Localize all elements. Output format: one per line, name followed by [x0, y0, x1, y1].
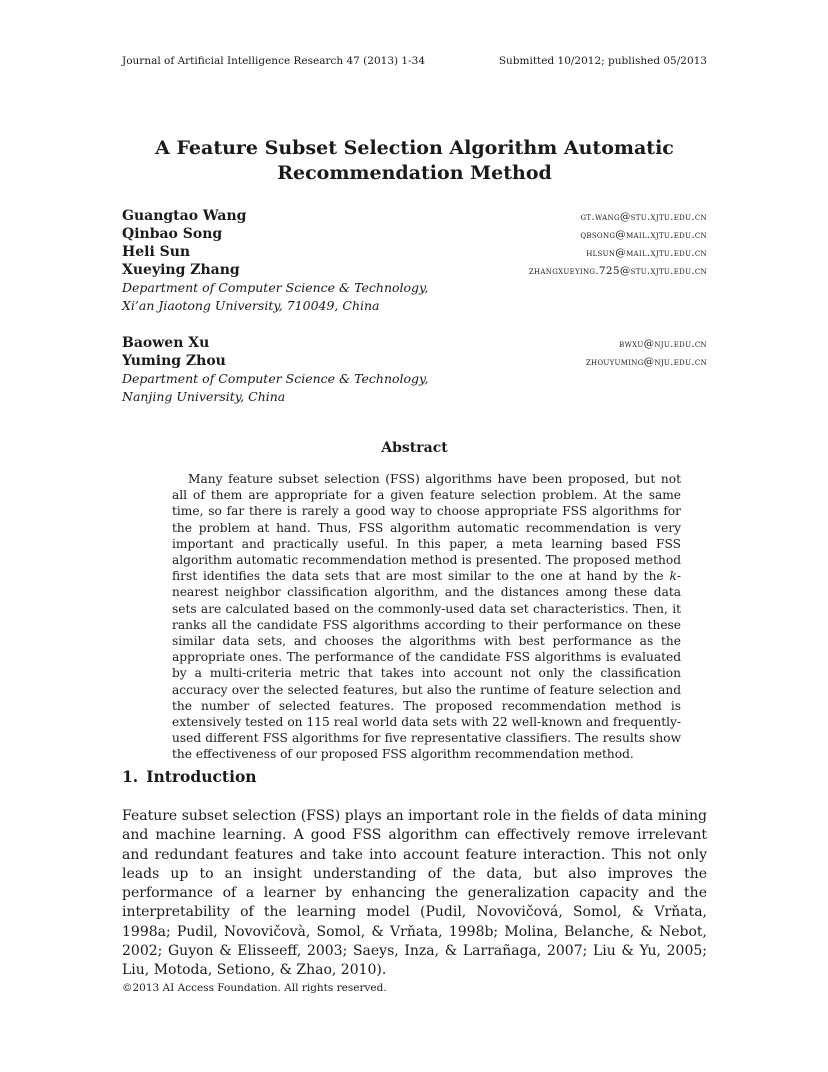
section-heading-introduction — [122, 767, 257, 786]
affiliation-department: Department of Computer Science & Technology, — [122, 280, 429, 295]
affiliation-university: Nanjing University, China — [122, 389, 286, 404]
author-name: Xueying Zhang — [122, 262, 240, 278]
abstract-k-symbol: k — [669, 569, 677, 584]
author-email: gt.wang@stu.xjtu.edu.cn — [580, 211, 707, 223]
author-row — [122, 261, 707, 279]
author-email: zhouyuming@nju.edu.cn — [585, 356, 707, 368]
author-row — [122, 352, 707, 370]
title-line-1: A Feature Subset Selection Algorithm Automatic — [155, 137, 674, 159]
title-line-2: Recommendation Method — [277, 162, 552, 184]
running-header — [122, 55, 707, 67]
submission-dates: Submitted 10/2012; published 05/2013 — [498, 55, 707, 67]
author-email: hlsun@mail.xjtu.edu.cn — [586, 247, 707, 259]
author-block-xjtu — [122, 207, 707, 315]
author-name: Qinbao Song — [122, 226, 223, 242]
author-row — [122, 243, 707, 261]
affiliation-university: Xi’an Jiaotong University, 710049, China — [122, 298, 380, 313]
author-name: Yuming Zhou — [122, 353, 226, 369]
journal-citation: Journal of Artificial Intelligence Research 47 (2013) 1-34 — [122, 55, 426, 67]
abstract-text-part-2: -nearest neighbor classification algorithm, and the distances among these data sets are calculated based on the commonly-used data set characteristics. Then, it ranks all the candidate FSS algorithms according to their performance on these similar data sets, and chooses the algorithms with best performance as the appropriate ones. The performance of the candidate FSS algorithms is evaluated by a multi-criteria metric that takes into account not only the classification accuracy over the selected features, but also the runtime of feature selection and the number of selected features. The proposed recommendation method is extensively tested on 115 real world data sets with 22 well-known and frequently-used different FSS algorithms for five representative classifiers. The results show the effectiveness of our proposed FSS algorithm recommendation method. — [172, 569, 681, 762]
author-block-nju — [122, 334, 707, 406]
abstract-text-part-1: Many feature subset selection (FSS) algorithms have been proposed, but not all of them are appropriate for a given feature selection problem. At the same time, so far there is rarely a good way to choose appropriate FSS algorithms for the problem at hand. Thus, FSS algorithm automatic recommendation is very important and practically useful. In this paper, a meta learning based FSS algorithm automatic recommendation method is presented. The proposed method first identifies the data sets that are most similar to the one at hand by the — [172, 472, 681, 584]
introduction-paragraph: Feature subset selection (FSS) plays an important role in the fields of data mining and machine learning. A good FSS algorithm can effectively remove irrelevant and redundant features and take into account feature interaction. This not only leads up to an insight understanding of the data, but also improves the performance of a learner by enhancing the generalization capacity and the interpretability of the learning model (Pudil, Novovičová, Somol, & Vrňata, 1998a; Pudil, Novovičovà, Somol, & Vrňata, 1998b; Molina, Belanche, & Nebot, 2002; Guyon & Elisseeff, 2003; Saeys, Inza, & Larrañaga, 2007; Liu & Yu, 2005; Liu, Motoda, Setiono, & Zhao, 2010). — [122, 808, 707, 979]
author-row — [122, 207, 707, 225]
section-number: 1. — [122, 767, 139, 786]
abstract-heading: Abstract — [381, 440, 448, 456]
abstract-text — [172, 471, 681, 763]
author-name: Guangtao Wang — [122, 208, 247, 224]
paper-title — [122, 136, 707, 186]
affiliation-department: Department of Computer Science & Technology, — [122, 371, 429, 386]
author-row — [122, 334, 707, 352]
author-name: Heli Sun — [122, 244, 191, 260]
author-email: qbsong@mail.xjtu.edu.cn — [580, 229, 707, 241]
author-email: bwxu@nju.edu.cn — [619, 338, 707, 350]
author-email: zhangxueying.725@stu.xjtu.edu.cn — [528, 265, 707, 277]
section-title: Introduction — [146, 767, 257, 786]
author-name: Baowen Xu — [122, 335, 210, 351]
copyright-footer: ©2013 AI Access Foundation. All rights reserved. — [122, 982, 387, 994]
author-row — [122, 225, 707, 243]
